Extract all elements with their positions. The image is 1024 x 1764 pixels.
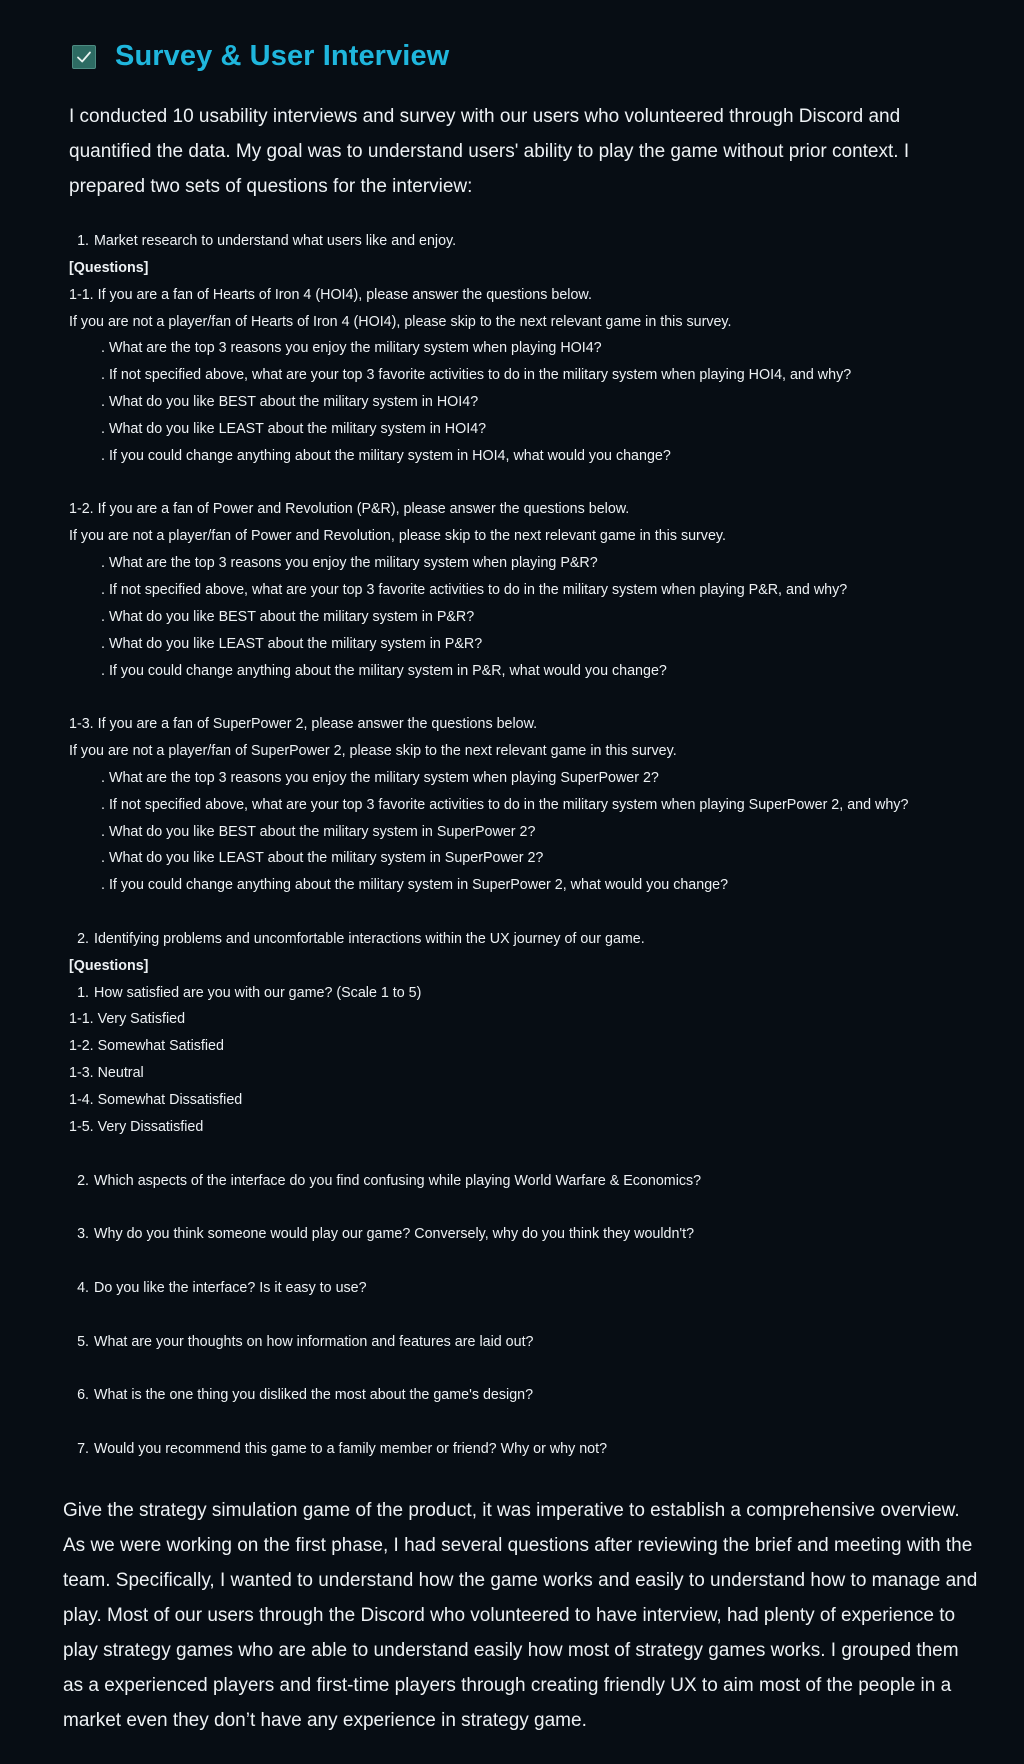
survey-question: 7. Would you recommend this game to a family member or friend? Why or why not? (77, 1440, 608, 1457)
part1-questions-label: [Questions] (69, 259, 149, 276)
summary-line-2: As we were working on the first phase, I had several questions after reviewing the brief and meeting with the team. Specifically, I wanted to understand how the game works and easily to understand how to manage and play. Most of our users through the Discord who volunteered to have interview, had plenty of experience to play strategy games who are able to understand easily how most of strategy games works. I grouped them as a experienced players and first-time players through creating friendly UX to aim most of the people in a market even they don’t have any experience in strategy game. (63, 1535, 978, 1731)
survey-question: . If you could change anything about the military system in P&R, what would you change? (101, 662, 667, 679)
question-list (69, 228, 969, 1463)
scale-option: 1-3. Neutral (69, 1065, 144, 1082)
scale-option: 1-2. Somewhat Satisfied (69, 1038, 224, 1055)
survey-question: . If you could change anything about the military system in HOI4, what would you change? (101, 447, 671, 464)
summary-paragraph (63, 1493, 983, 1738)
survey-question: 1. How satisfied are you with our game? (Scale 1 to 5) (77, 984, 422, 1001)
group-skip-note: If you are not a player/fan of Power and Revolution, please skip to the next relevant game in this survey. (69, 528, 726, 545)
survey-question: 4. Do you like the interface? Is it easy to use? (77, 1279, 367, 1296)
intro-paragraph: I conducted 10 usability interviews and survey with our users who volunteered through Discord and quantified the data. My goal was to understand users' ability to play the game without prior context. I prepared two sets of questions for the interview: (69, 106, 910, 197)
survey-question: 2. Which aspects of the interface do you find confusing while playing World Warfare & Economics? (77, 1172, 702, 1189)
summary-line-1: Give the strategy simulation game of the product, it was imperative to establish a comprehensive overview. (63, 1500, 960, 1521)
survey-question: . What are the top 3 reasons you enjoy the military system when playing P&R? (101, 555, 598, 572)
group-intro: 1-1. If you are a fan of Hearts of Iron 4 (HOI4), please answer the questions below. (69, 286, 592, 303)
section-header (72, 40, 449, 73)
survey-question: . What do you like LEAST about the military system in SuperPower 2? (101, 850, 544, 867)
checked-checkbox-icon (72, 45, 96, 69)
scale-option: 1-5. Very Dissatisfied (69, 1118, 204, 1135)
survey-question: . If not specified above, what are your top 3 favorite activities to do in the military system when playing P&R, and why? (101, 581, 848, 598)
survey-question: . What do you like BEST about the military system in P&R? (101, 608, 475, 625)
survey-question: . What do you like LEAST about the military system in HOI4? (101, 420, 487, 437)
group-skip-note: If you are not a player/fan of Hearts of Iron 4 (HOI4), please skip to the next relevant game in this survey. (69, 313, 732, 330)
group-skip-note: If you are not a player/fan of SuperPower 2, please skip to the next relevant game in this survey. (69, 743, 677, 760)
survey-question: . What do you like LEAST about the military system in P&R? (101, 635, 483, 652)
survey-question: . What are the top 3 reasons you enjoy the military system when playing HOI4? (101, 340, 602, 357)
part1-heading: 1. Market research to understand what users like and enjoy. (77, 233, 457, 249)
scale-option: 1-4. Somewhat Dissatisfied (69, 1092, 243, 1108)
survey-question: 6. What is the one thing you disliked the most about the game's design? (77, 1387, 534, 1404)
survey-question: 3. Why do you think someone would play our game? Conversely, why do you think they wouldn't? (77, 1226, 695, 1243)
part2-heading: 2. Identifying problems and uncomfortable interactions within the UX journey of our game. (77, 930, 645, 947)
survey-question: . If not specified above, what are your top 3 favorite activities to do in the military system when playing HOI4, and why? (101, 367, 852, 384)
survey-question: . What are the top 3 reasons you enjoy the military system when playing SuperPower 2? (101, 769, 659, 786)
section-title: Survey & User Interview (115, 40, 450, 72)
group-intro: 1-3. If you are a fan of SuperPower 2, please answer the questions below. (69, 716, 538, 733)
part2-questions-label: [Questions] (69, 957, 149, 974)
survey-question: . What do you like BEST about the military system in SuperPower 2? (101, 823, 536, 840)
survey-question: . If you could change anything about the military system in SuperPower 2, what would you change? (101, 877, 729, 894)
scale-option: 1-1. Very Satisfied (69, 1011, 186, 1028)
survey-question: . What do you like BEST about the military system in HOI4? (101, 394, 479, 411)
survey-question: 5. What are your thoughts on how information and features are laid out? (77, 1333, 534, 1350)
survey-question: . If not specified above, what are your top 3 favorite activities to do in the military system when playing SuperPower 2, and why? (101, 796, 909, 813)
group-intro: 1-2. If you are a fan of Power and Revolution (P&R), please answer the questions below. (69, 501, 630, 518)
